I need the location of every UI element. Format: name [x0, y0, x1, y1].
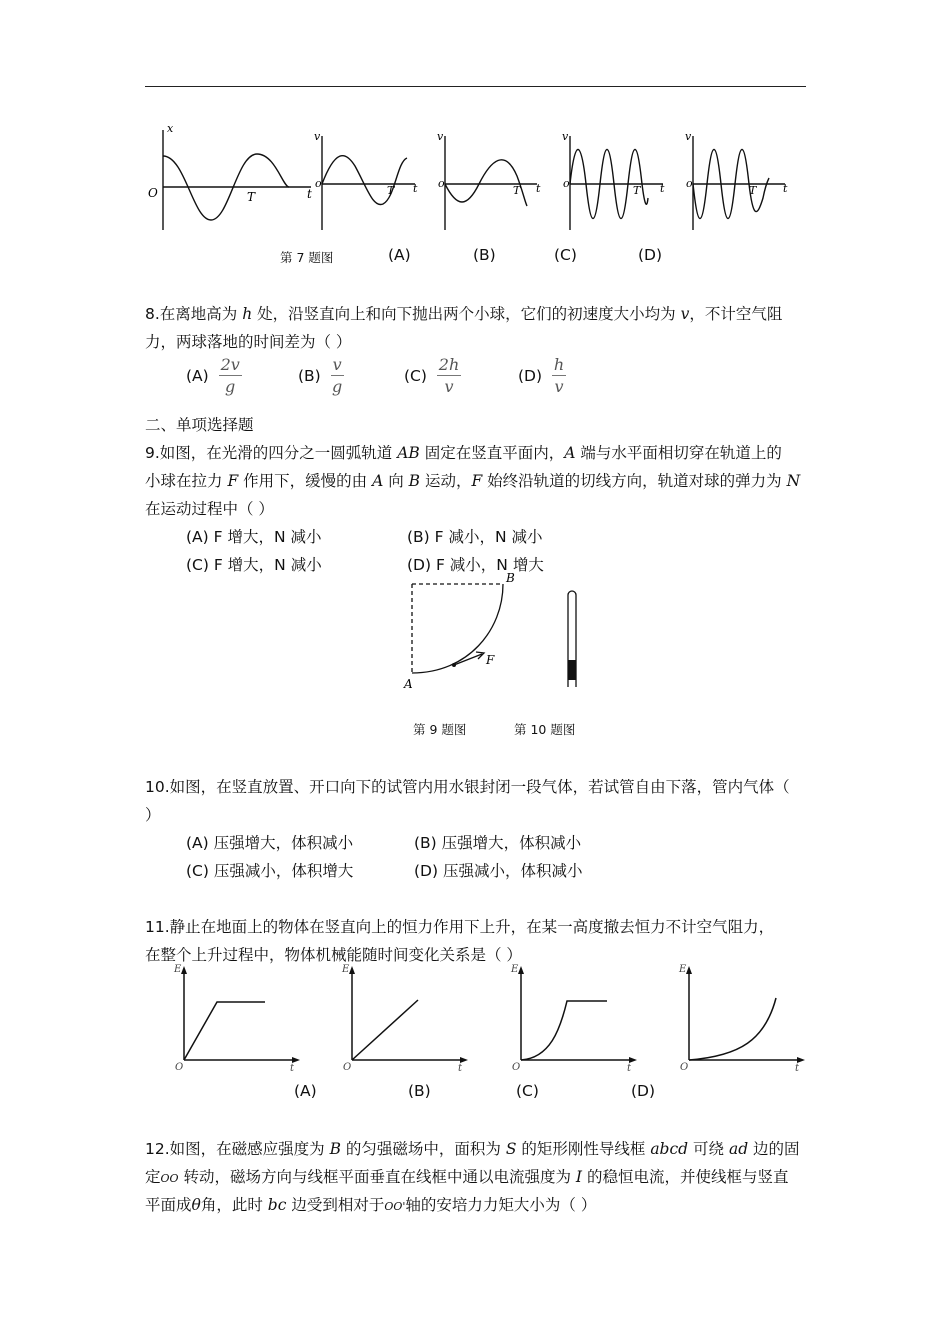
- q10-option-c[interactable]: (C) 压强减小，体积增大: [186, 862, 354, 880]
- q7-axis-t-main: t: [307, 187, 312, 201]
- q7-figures: [145, 118, 805, 236]
- q7d-period: T: [749, 184, 757, 197]
- q9-option-d[interactable]: (D) F 减小，N 增大: [407, 556, 544, 574]
- q9-line3: 在运动过程中（ ）: [145, 500, 274, 518]
- q10-option-b[interactable]: (B) 压强增大，体积减小: [414, 834, 582, 852]
- q7a-axis-t: t: [413, 182, 418, 195]
- q7c-period: T: [633, 184, 641, 197]
- q7-origin: O: [148, 186, 158, 200]
- q9-q10-figures: [398, 570, 598, 695]
- q7-period-main: T: [247, 190, 256, 204]
- q11-label-d: (D): [631, 1082, 656, 1100]
- q9-option-a[interactable]: (A) F 增大，N 减小: [186, 528, 322, 546]
- q11d-axis-e: E: [679, 964, 687, 975]
- q7a-period: T: [387, 184, 395, 197]
- q7-label-d: (D): [638, 246, 663, 264]
- q11d-origin: O: [680, 1062, 689, 1073]
- q7a-origin: o: [315, 177, 322, 190]
- q7b-origin: o: [438, 177, 445, 190]
- q11c-axis-e: E: [511, 964, 519, 975]
- q7d-origin: o: [686, 177, 693, 190]
- q8-option-b[interactable]: (B) $\frac{v}{g}$: [298, 355, 343, 396]
- q9-option-b[interactable]: (B) F 减小，N 减小: [407, 528, 543, 546]
- q11-line1: 11.静止在地面上的物体在竖直向上的恒力作用下上升，在某一高度撤去恒力不计空气阻力，: [145, 918, 775, 936]
- q7b-period: T: [513, 184, 521, 197]
- header-rule: [145, 86, 806, 87]
- q9-option-c[interactable]: (C) F 增大，N 减小: [186, 556, 322, 574]
- q11a-axis-t: t: [290, 1063, 295, 1074]
- q9-fig-label-f: F: [486, 653, 495, 667]
- q7c-axis-t: t: [660, 182, 665, 195]
- q11-label-a: (A): [294, 1082, 317, 1100]
- q11b-axis-t: t: [458, 1063, 463, 1074]
- q8-line1: 8.在离地高为 h 处，沿竖直向上和向下抛出两个小球，它们的初速度大小均为 v，不计空气阻: [145, 305, 783, 323]
- q11d-axis-t: t: [795, 1063, 800, 1074]
- q7c-origin: o: [563, 177, 570, 190]
- q11a-origin: O: [175, 1062, 184, 1073]
- q7c-axis-v: v: [562, 130, 569, 143]
- q8-option-a[interactable]: (A) $\frac{2v}{g}$: [186, 355, 240, 396]
- q10-line2: ）: [145, 806, 161, 824]
- q7d-axis-t: t: [783, 182, 788, 195]
- q12-line3: 平面成θ角，此时 bc 边受到相对于OO'轴的安培力力矩大小为（ ）: [145, 1196, 597, 1214]
- q12-line1: 12.如图，在磁感应强度为 B 的匀强磁场中，面积为 S 的矩形刚性导线框 abcd 可绕 ad 边的固: [145, 1140, 800, 1158]
- q12-line2: 定OO 转动，磁场方向与线框平面垂直在线框中通以电流强度为 I 的稳恒电流，并使线框与竖直: [145, 1168, 789, 1186]
- section-heading: 二、单项选择题: [145, 416, 254, 434]
- q7-axis-x: x: [167, 122, 174, 135]
- q11c-origin: O: [512, 1062, 521, 1073]
- q10-caption: 第 10 题图: [514, 722, 576, 737]
- q11a-axis-e: E: [174, 964, 182, 975]
- q7-label-a: (A): [388, 246, 411, 264]
- q7d-axis-v: v: [685, 130, 692, 143]
- q11-label-c: (C): [516, 1082, 539, 1100]
- q8-line2: 力，两球落地的时间差为（ ）: [145, 333, 352, 351]
- q10-line1: 10.如图，在竖直放置、开口向下的试管内用水银封闭一段气体，若试管自由下落，管内气体（: [145, 778, 790, 796]
- q7b-axis-v: v: [437, 130, 444, 143]
- q9-line1: 9.如图，在光滑的四分之一圆弧轨道 AB 固定在竖直平面内，A 端与水平面相切穿在轨道上的: [145, 444, 782, 462]
- q9-caption: 第 9 题图: [413, 722, 467, 737]
- q11-label-b: (B): [408, 1082, 431, 1100]
- q7a-axis-v: v: [314, 130, 321, 143]
- q9-line2: 小球在拉力 F 作用下，缓慢的由 A 向 B 运动，F 始终沿轨道的切线方向，轨道对球的弹力为 N: [145, 472, 801, 490]
- q7-caption: 第 7 题图: [280, 250, 334, 265]
- q8-option-c[interactable]: (C) $\frac{2h}{v}$: [404, 355, 460, 396]
- q11-line2: 在整个上升过程中，物体机械能随时间变化关系是（ ）: [145, 946, 522, 964]
- q10-option-d[interactable]: (D) 压强减小，体积减小: [414, 862, 583, 880]
- q11b-origin: O: [343, 1062, 352, 1073]
- q11-graphs: [170, 960, 810, 1075]
- q8-option-d[interactable]: (D) $\frac{h}{v}$: [518, 355, 565, 396]
- q7-label-b: (B): [473, 246, 496, 264]
- q7b-axis-t: t: [536, 182, 541, 195]
- q9-fig-label-a: A: [404, 677, 413, 691]
- q7-label-c: (C): [554, 246, 577, 264]
- q11c-axis-t: t: [627, 1063, 632, 1074]
- q10-option-a[interactable]: (A) 压强增大，体积减小: [186, 834, 354, 852]
- q11b-axis-e: E: [342, 964, 350, 975]
- q9-fig-label-b: B: [506, 571, 515, 585]
